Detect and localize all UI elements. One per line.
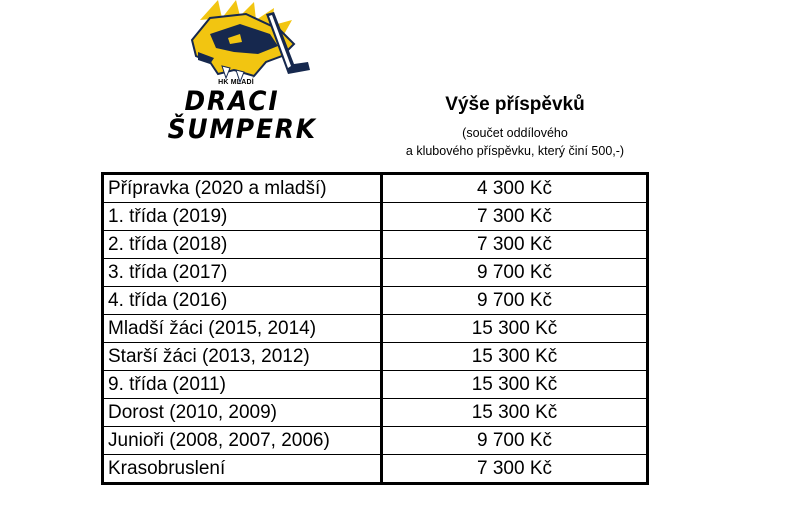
subtitle-line-1: (součet oddílového <box>462 126 568 140</box>
amount-cell: 15 300 Kč <box>382 343 648 371</box>
category-cell: 3. třída (2017) <box>103 259 382 287</box>
category-cell: Mladší žáci (2015, 2014) <box>103 315 382 343</box>
table-row <box>103 427 648 455</box>
table-row <box>103 455 648 484</box>
table-row <box>103 399 648 427</box>
category-cell: 4. třída (2016) <box>103 287 382 315</box>
table-row <box>103 231 648 259</box>
amount-cell: 15 300 Kč <box>382 399 648 427</box>
category-cell: Přípravka (2020 a mladší) <box>103 174 382 203</box>
page-title: Výše příspěvků <box>445 94 585 115</box>
table-row <box>103 371 648 399</box>
amount-cell: 4 300 Kč <box>382 174 648 203</box>
amount-cell: 9 700 Kč <box>382 259 648 287</box>
category-cell: 1. třída (2019) <box>103 203 382 231</box>
amount-cell: 9 700 Kč <box>382 427 648 455</box>
amount-cell: 7 300 Kč <box>382 231 648 259</box>
amount-cell: 7 300 Kč <box>382 455 648 484</box>
club-logo <box>167 0 320 160</box>
category-cell: Starší žáci (2013, 2012) <box>103 343 382 371</box>
dragon-icon <box>170 0 320 90</box>
category-cell: 9. třída (2011) <box>103 371 382 399</box>
logo-word-sumperk: ŠUMPERK <box>167 114 317 145</box>
table-row <box>103 203 648 231</box>
logo-subtitle: HK MLADÍ <box>218 79 254 86</box>
category-cell: Krasobruslení <box>103 455 382 484</box>
fees-table <box>101 172 649 485</box>
category-cell: 2. třída (2018) <box>103 231 382 259</box>
amount-cell: 7 300 Kč <box>382 203 648 231</box>
category-cell: Junioři (2008, 2007, 2006) <box>103 427 382 455</box>
table-row <box>103 343 648 371</box>
table-row <box>103 287 648 315</box>
amount-cell: 9 700 Kč <box>382 287 648 315</box>
table-row <box>103 259 648 287</box>
amount-cell: 15 300 Kč <box>382 371 648 399</box>
table-row <box>103 174 648 203</box>
category-cell: Dorost (2010, 2009) <box>103 399 382 427</box>
table-row <box>103 315 648 343</box>
subtitle-line-2: a klubového příspěvku, který činí 500,-) <box>405 144 625 158</box>
logo-word-draci: DRACI <box>184 86 280 117</box>
amount-cell: 15 300 Kč <box>382 315 648 343</box>
